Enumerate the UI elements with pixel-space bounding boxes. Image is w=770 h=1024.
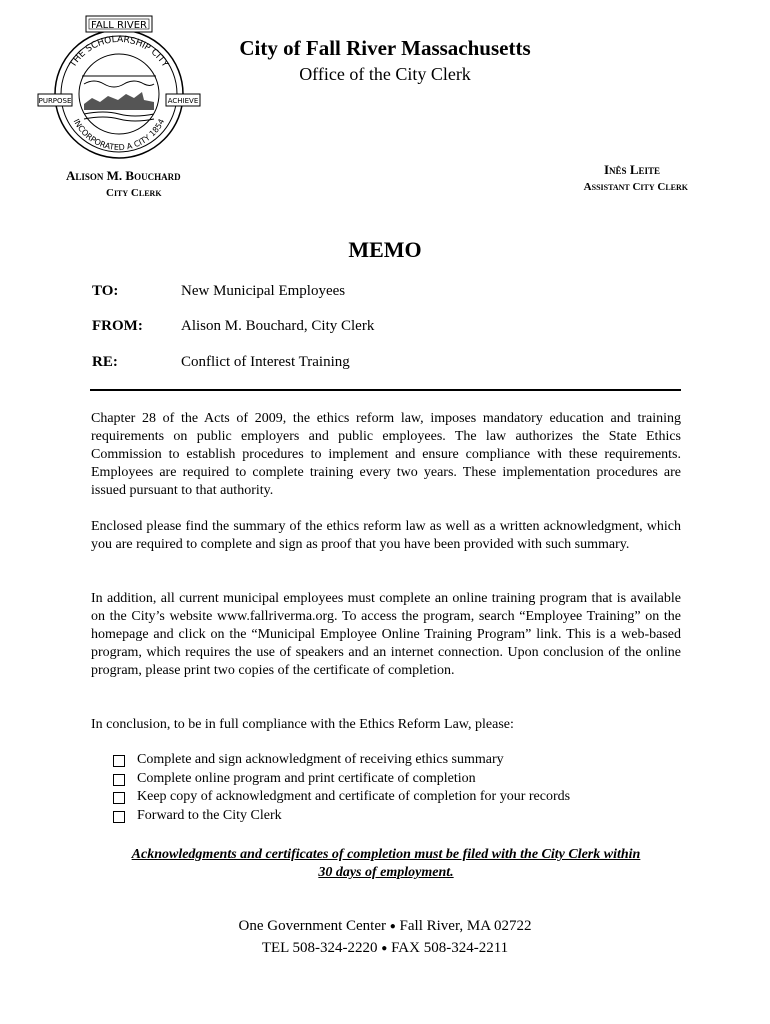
to-value: New Municipal Employees	[181, 283, 346, 299]
list-item: Complete online program and print certificate of completion	[113, 770, 570, 789]
filing-deadline-notice: Acknowledgments and certificates of completion must be filed with the City Clerk within 30 days of employment.	[131, 847, 641, 880]
list-item: Complete and sign acknowledgment of receiving ethics summary	[113, 751, 570, 770]
list-item: Forward to the City Clerk	[113, 807, 570, 826]
checkbox-icon	[113, 755, 125, 767]
bullet-separator: ●	[389, 921, 396, 933]
city-clerk-title: City Clerk	[106, 187, 162, 199]
assistant-clerk-name: Inês Leite	[604, 162, 660, 177]
from-value: Alison M. Bouchard, City Clerk	[181, 318, 375, 334]
checkbox-icon	[113, 811, 125, 823]
svg-text:THE SCHOLARSHIP CITY: THE SCHOLARSHIP CITY	[68, 34, 170, 70]
svg-text:FALL RIVER: FALL RIVER	[90, 20, 148, 31]
city-seal-logo	[34, 14, 204, 164]
paragraph-conclusion: In conclusion, to be in full compliance with the Ethics Reform Law, please:	[91, 717, 514, 732]
compliance-checklist	[113, 751, 570, 826]
memo-heading: MEMO	[348, 237, 422, 262]
footer-address: One Government Center ● Fall River, MA 02722	[238, 918, 532, 934]
city-clerk-name: Alison M. Bouchard	[66, 168, 181, 183]
to-label: TO:	[92, 283, 119, 299]
assistant-clerk-title: Assistant City Clerk	[583, 181, 688, 193]
re-value: Conflict of Interest Training	[181, 354, 350, 370]
checkbox-icon	[113, 792, 125, 804]
svg-text:PURPOSE: PURPOSE	[38, 97, 72, 105]
paragraph-ethics-law: Chapter 28 of the Acts of 2009, the ethics reform law, imposes mandatory education and training requirements on public employers and public employees. The law authorizes the State Ethics Commission to establish procedures to implement and ensure compliance with these requirements. Employees are required to complete training every two years. These implementation procedures are issued pursuant to that authority.	[91, 411, 681, 498]
svg-text:INCORPORATED A CITY 1854: INCORPORATED A CITY 1854	[71, 117, 167, 153]
office-subtitle: Office of the City Clerk	[299, 64, 471, 84]
from-label: FROM:	[92, 318, 143, 334]
bullet-separator: ●	[381, 943, 388, 955]
paragraph-enclosed: Enclosed please find the summary of the ethics reform law as well as a written acknowledgment, which you are required to complete and sign as proof that you have been provided with such summary.	[91, 519, 681, 552]
svg-text:ACHIEVE: ACHIEVE	[167, 97, 199, 105]
re-label: RE:	[92, 354, 118, 370]
page-title: City of Fall River Massachusetts	[239, 36, 531, 60]
header-divider	[90, 389, 681, 391]
list-item: Keep copy of acknowledgment and certificate of completion for your records	[113, 788, 570, 807]
checkbox-icon	[113, 774, 125, 786]
paragraph-online-training: In addition, all current municipal employees must complete an online training program that is available on the City’s website www.fallriverma.org. To access the program, search “Employee Training” on the homepage and click on the “Municipal Employee Online Training Program” link. This is a web-based program, which requires the use of speakers and an internet connection. Upon conclusion of the online program, please print two copies of the certificate of completion.	[91, 591, 681, 678]
footer-contact: TEL 508-324-2220 ● FAX 508-324-2211	[261, 940, 509, 956]
